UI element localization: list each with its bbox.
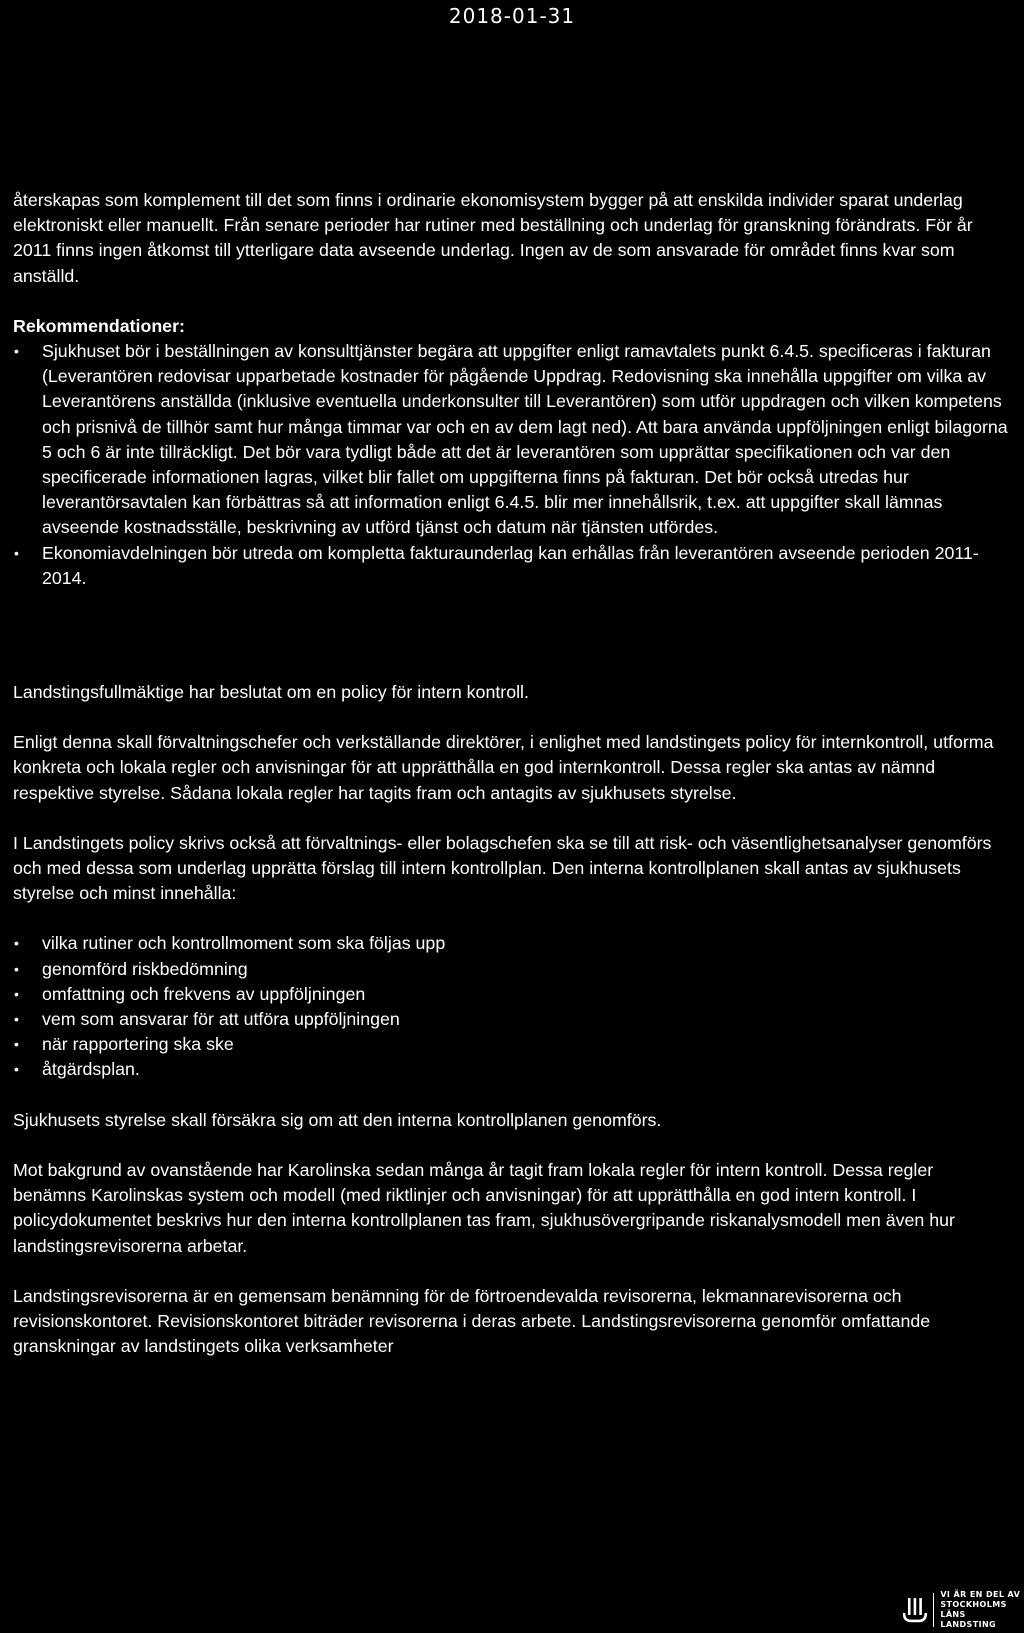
logo-text-line: LÄNS LANDSTING — [940, 1610, 997, 1629]
plan-item: • vem som ansvarar för att utföra uppföljningen — [13, 1007, 1008, 1032]
sll-logo — [903, 1590, 1024, 1630]
plan-item: • omfattning och frekvens av uppföljningen — [13, 982, 1008, 1007]
paragraph-karolinska: Mot bakgrund av ovanstående har Karolinska sedan många år tagit fram lokala regler för intern kontroll. Dessa regler benämns Karolinskas system och modell (med riktlinjer och anvisningar) för att upprätthålla en god intern kontroll. I policydokumentet beskrivs hur den interna kontrollplanen tas fram, sjukhusövergripande riskanalysmodell men även hur landstingsrevisorerna arbetar. — [13, 1159, 955, 1256]
plan-item: • vilka rutiner och kontrollmoment som ska följas upp — [13, 931, 1008, 956]
logo-text-line: VI ÄR EN DEL AV — [940, 1590, 1021, 1599]
plan-item: • genomförd riskbedömning — [13, 957, 1008, 982]
plan-items-list — [13, 931, 1008, 1082]
logo-text-line: STOCKHOLMS — [940, 1600, 1007, 1609]
paragraph-policy: Landstingsfullmäktige har beslutat om en policy för intern kontroll. — [13, 682, 529, 703]
paragraph-internkontroll: Enligt denna skall förvaltningschefer och verkställande direktörer, i enlighet med landstingets policy för internkontroll, utforma konkreta och lokala regler och anvisningar för att upprätthålla en god internkontroll. Dessa regler ska antas av nämnd respektive styrelse. Sådana lokala regler har tagits fram och antagits av sjukhusets styrelse. — [13, 732, 994, 803]
paragraph-styrelse: Sjukhusets styrelse skall försäkra sig om att den interna kontrollplanen genomförs. — [13, 1109, 662, 1130]
recommendations-list — [13, 339, 1008, 591]
plan-item: • när rapportering ska ske — [13, 1032, 1008, 1057]
recommendation-item: • Ekonomiavdelningen bör utreda om kompletta fakturaunderlag kan erhållas från leverantören avseende perioden 2011-2014. — [13, 541, 1008, 591]
recommendations-heading: Rekommendationer: — [13, 315, 185, 336]
paragraph-underlag: återskapas som komplement till det som finns i ordinarie ekonomisystem bygger på att enskilda individer sparat underlag elektroniskt eller manuellt. Från senare perioder har rutiner med beställning och underlag för granskning förändrats. För år 2011 finns ingen åtkomst till ytterligare data avseende underlag. Ingen av de som ansvarade för området finns kvar som anställd. — [13, 190, 973, 286]
logo-text — [940, 1590, 1024, 1630]
recommendation-item: • Sjukhuset bör i beställningen av konsulttjänster begära att uppgifter enligt ramavtalets punkt 6.4.5. specificeras i fakturan (Leverantören redovisar upparbetade kostnader för pågående Uppdrag. Redovisning ska innehålla uppgifter om vilka av Leverantörens anställda (inklusive eventuella underkonsulter till Leverantören) som utför uppdragen och vilken kompetens och prisnivå de tillhör samt hur många timmar var och en av dem lagt ned). Att bara använda uppföljningen enligt bilagorna 5 och 6 är inte tillräckligt. Det bör vara tydligt både att det är leverantören som upprättar specifikationen och var den specificerade informationen lagras, vilket blir fallet om uppgifterna finns på fakturan. Det bör också utredas hur leverantörsavtalen kan förbättras så att information enligt 6.4.5. blir mer innehållsrik, t.ex. att uppgifter skall lämnas avseende kostnadsställe, beskrivning av utförd tjänst och datum när tjänsten utfördes. — [13, 339, 1008, 541]
logo-divider — [933, 1593, 934, 1627]
document-date: 2018-01-31 — [448, 4, 576, 28]
paragraph-landstingsrevisorerna: Landstingsrevisorerna är en gemensam benämning för de förtroendevalda revisorerna, lekmannarevisorerna och revisionskontoret. Revisionskontoret biträder revisorerna i deras arbete. Landstingsrevisorerna genomför omfattande granskningar av landstingets olika verksamheter — [13, 1285, 931, 1357]
document-body — [13, 188, 1008, 1359]
plan-item: • åtgärdsplan. — [13, 1057, 1008, 1082]
sll-logo-icon — [903, 1596, 927, 1624]
paragraph-kontrollplan: I Landstingets policy skrivs också att förvaltnings- eller bolagschefen ska se till att risk- och väsentlighetsanalyser genomförs och med dessa som underlag upprätta förslag till intern kontrollplan. Den interna kontrollplanen skall antas av sjukhusets styrelse och minst innehålla: — [13, 832, 992, 904]
